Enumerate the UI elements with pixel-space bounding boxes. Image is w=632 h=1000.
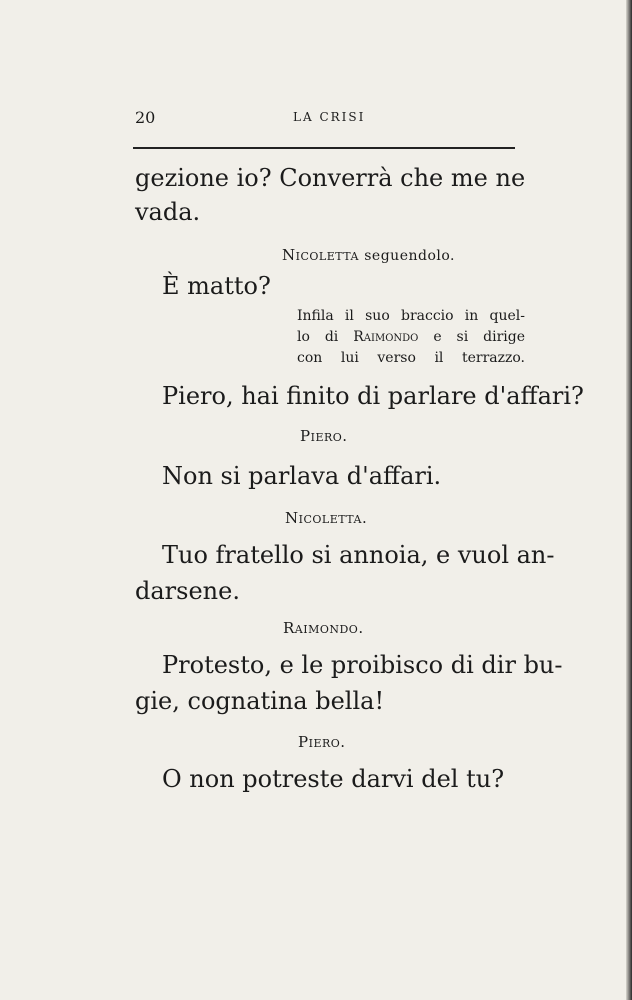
page-header bbox=[135, 108, 515, 130]
speaker-cue: Raimondo. bbox=[283, 619, 364, 637]
speaker-cue: Piero. bbox=[300, 427, 348, 445]
speaker-cue: Nicoletta. bbox=[285, 509, 368, 527]
verse-line: Protesto, e le proibisco di dir bu- bbox=[162, 651, 563, 679]
character-name: Raimondo bbox=[353, 329, 419, 345]
stage-direction-line bbox=[297, 327, 525, 347]
page-edge-shadow bbox=[626, 0, 632, 1000]
verse-line: darsene. bbox=[135, 577, 240, 605]
speaker-cue bbox=[282, 246, 455, 264]
verse-line: gezione io? Converrà che me ne bbox=[135, 164, 526, 192]
verse-line: Tuo fratello si annoia, e vuol an- bbox=[162, 541, 555, 569]
stage-direction-line: con lui verso il terrazzo. bbox=[297, 350, 525, 366]
verse-line: vada. bbox=[135, 198, 201, 226]
stage-direction: seguendolo. bbox=[364, 248, 456, 264]
stage-direction-line: Infila il suo braccio in quel- bbox=[297, 308, 525, 324]
verse-line: gie, cognatina bella! bbox=[135, 687, 385, 715]
stage-text: e si dirige bbox=[433, 329, 526, 345]
verse-line: È matto? bbox=[162, 272, 271, 300]
verse-line: Non si parlava d'affari. bbox=[162, 462, 442, 490]
page-number: 20 bbox=[135, 108, 156, 127]
running-title: LA CRISI bbox=[293, 110, 366, 124]
verse-line: Piero, hai finito di parlare d'affari? bbox=[162, 382, 584, 410]
stage-text: lo di bbox=[297, 329, 339, 345]
speaker-name: Nicoletta bbox=[282, 246, 359, 264]
header-rule bbox=[133, 147, 515, 149]
speaker-cue: Piero. bbox=[298, 733, 346, 751]
verse-line: O non potreste darvi del tu? bbox=[162, 765, 505, 793]
